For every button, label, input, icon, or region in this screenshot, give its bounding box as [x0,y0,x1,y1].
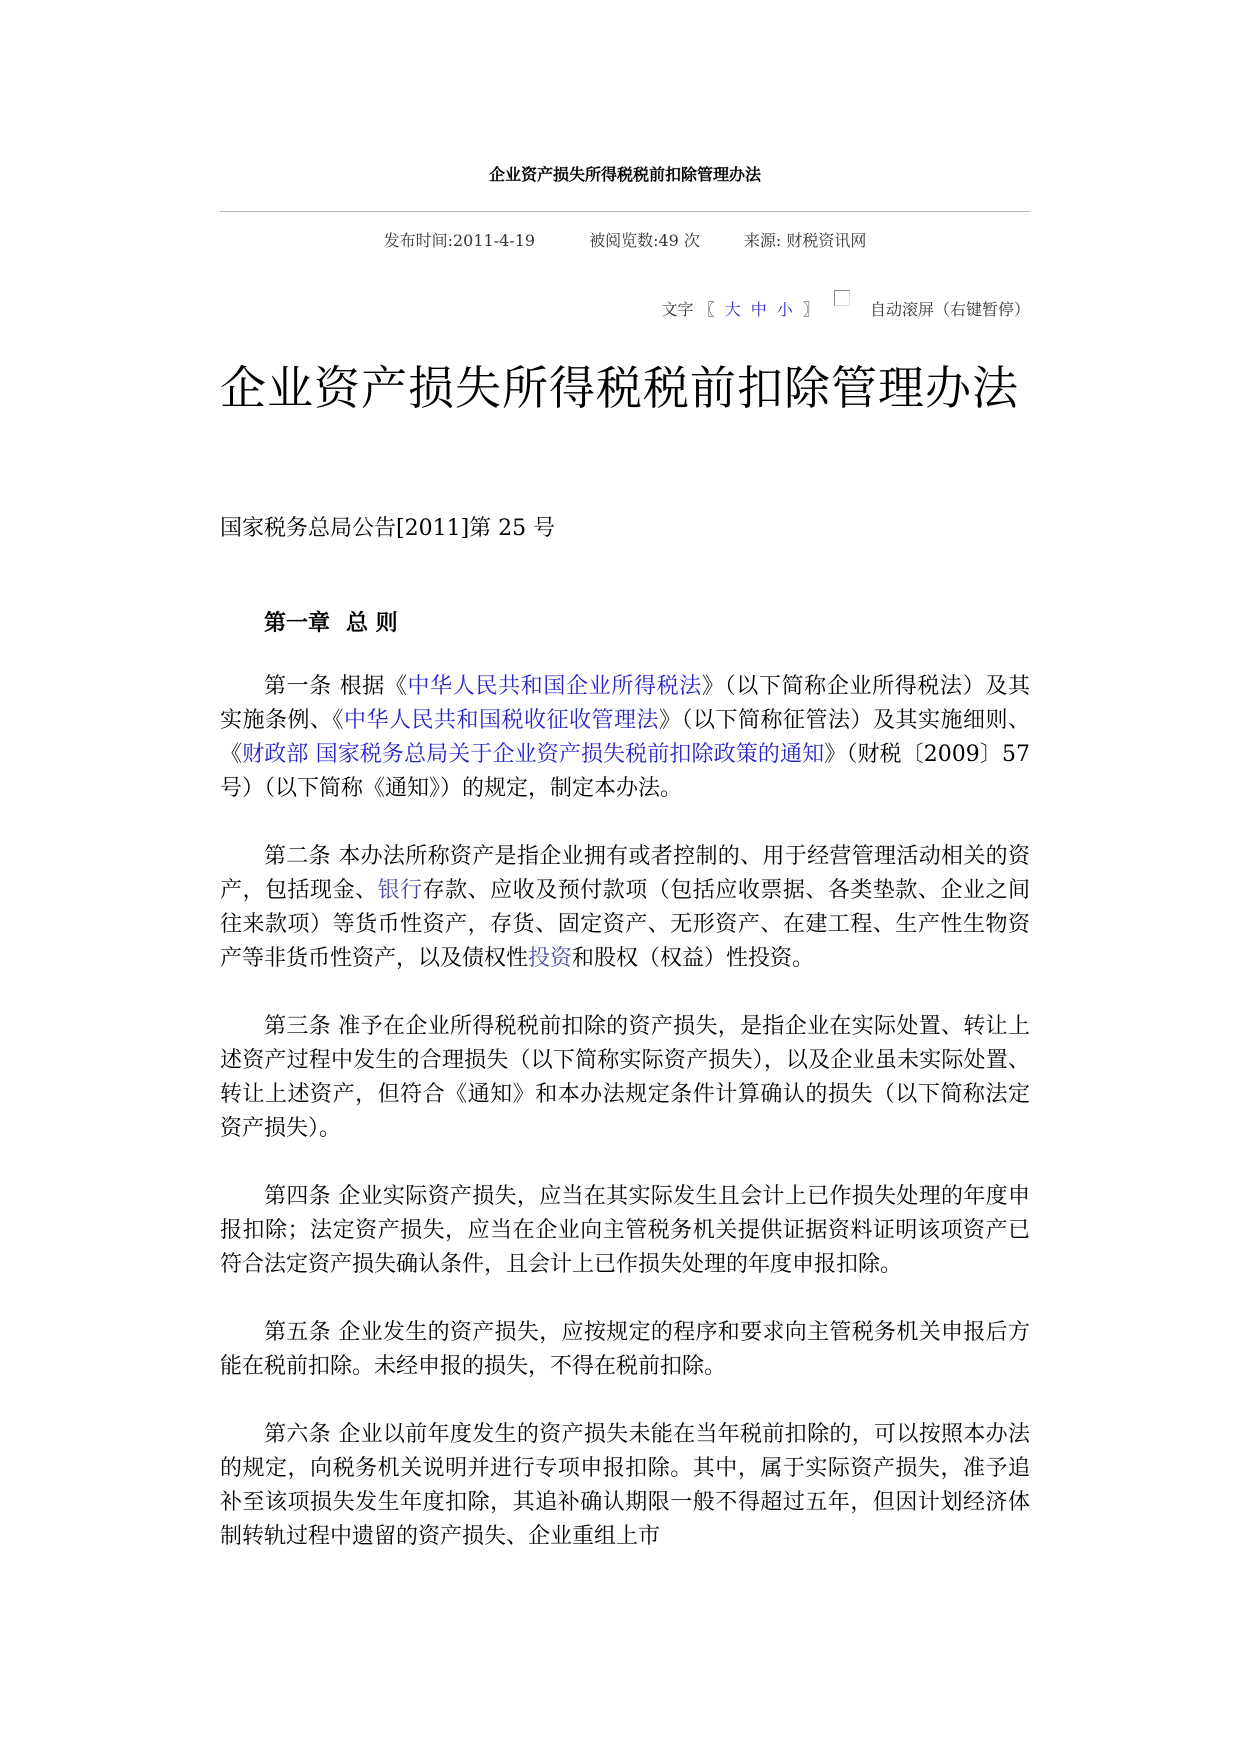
bracket-open: 〖 [698,300,715,319]
font-size-medium-link[interactable]: 中 [750,300,767,319]
article-2 [220,840,1030,976]
text-toolbar [662,298,1030,322]
header-title: 企业资产损失所得税税前扣除管理办法 [488,165,761,184]
chapter-name: 总 则 [346,610,398,636]
article-6: 第六条 企业以前年度发生的资产损失未能在当年税前扣除的，可以按照本办法的规定，向税务机关说明并进行专项申报扣除。其中，属于实际资产损失，准予追补至该项损失发生年度扣除，其追补确认期限一般不得超过五年，但因计划经济体制转轨过程中遗留的资产损失、企业重组上市 [220,1422,1030,1549]
keyword-link-investment[interactable]: 投资 [528,946,573,971]
keyword-link-bank[interactable]: 银行 [377,878,423,903]
article-1-text: 》（以下简称征管法）及其实施细则、《 [220,708,1030,767]
source: 来源: 财税资讯网 [743,231,867,250]
header-divider [220,211,1030,212]
text-size-label: 文字 [661,300,694,319]
article-title: 企业资产损失所得税税前扣除管理办法 [220,361,1019,415]
article-2-text: 第二条 本办法所称资产是指企业拥有或者控制的、用于经营管理活动相关的资产，包括现金、 [220,844,1030,903]
article-1-text: 第一条 根据《 [264,674,408,699]
chapter-heading [220,606,1030,640]
law-link-asset-loss-notice[interactable]: 财政部 国家税务总局关于企业资产损失税前扣除政策的通知 [242,742,825,767]
law-link-tax-collection[interactable]: 中华人民共和国税收征收管理法 [344,708,659,733]
autoscroll-label: 自动滚屏（右键暂停） [869,300,1030,319]
chapter-number: 第一章 [264,610,331,636]
article-3: 第三条 准予在企业所得税税前扣除的资产损失，是指企业在实际处置、转让上述资产过程中发生的合理损失（以下简称实际资产损失），以及企业虽未实际处置、转让上述资产，但符合《通知》和本办法规定条件计算确认的损失（以下简称法定资产损失）。 [220,1014,1030,1141]
font-size-large-link[interactable]: 大 [724,300,741,319]
font-size-small-link[interactable]: 小 [776,300,793,319]
autoscroll-checkbox[interactable] [834,290,850,306]
article-1 [220,670,1030,806]
article-2-text: 和股权（权益）性投资。 [572,946,815,971]
publish-time: 发布时间:2011-4-19 [383,231,536,250]
article-4: 第四条 企业实际资产损失，应当在其实际发生且会计上已作损失处理的年度申报扣除；法定资产损失，应当在企业向主管税务机关提供证据资料证明该项资产已符合法定资产损失确认条件，且会计上已作损失处理的年度申报扣除。 [220,1184,1030,1277]
article-2-text: 存款、应收及预付款项（包括应收票据、各类垫款、企业之间往来款项）等货币性资产，存货、固定资产、无形资产、在建工程、生产性生物资产等非货币性资产，以及债权性 [220,878,1030,971]
article-meta [220,229,1030,253]
bracket-close: 〗 [802,300,819,319]
article-1-text: 》（以下简称企业所得税法）及其实施条例、《 [220,674,1030,733]
law-link-enterprise-income-tax[interactable]: 中华人民共和国企业所得税法 [407,674,702,699]
notice-number: 国家税务总局公告[2011]第 25 号 [220,516,556,541]
article-5: 第五条 企业发生的资产损失，应按规定的程序和要求向主管税务机关申报后方能在税前扣除。未经申报的损失，不得在税前扣除。 [220,1320,1030,1379]
view-count: 被阅览数:49 次 [589,231,700,250]
article-body [220,606,1030,1588]
article-1-text: 》（财税〔2009〕57 号）（以下简称《通知》）的规定，制定本办法。 [220,742,1031,801]
